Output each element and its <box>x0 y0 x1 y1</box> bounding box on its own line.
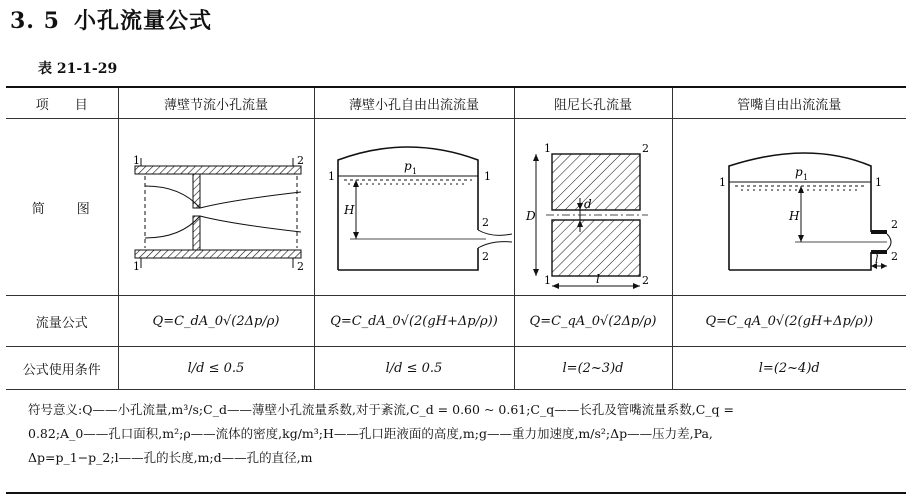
sketch-thin-wall-free-outflow <box>314 119 514 296</box>
section-heading <box>10 4 212 35</box>
node-2-top-label: 2 <box>891 218 899 231</box>
condition-row-label: 公式使用条件 <box>6 347 118 390</box>
section-number: 3. 5 <box>10 8 60 34</box>
label-D: D <box>526 209 536 223</box>
node-2-bottom-label: 2 <box>482 250 489 263</box>
node-2-top-label: 2 <box>297 154 304 167</box>
condition-damping-long-hole: l=(2~3)d <box>514 347 672 390</box>
node-2-top-label: 2 <box>642 142 649 155</box>
symbol-notes <box>18 398 898 470</box>
label-l: l <box>875 253 879 266</box>
header-nozzle-free-outflow: 管嘴自由出流流量 <box>672 87 906 119</box>
section-title-text: 小孔流量公式 <box>73 8 212 34</box>
sketch-nozzle-free-outflow <box>672 119 906 296</box>
node-1-left-label: 1 <box>719 176 727 189</box>
notes-line-1: 符号意义:Q——小孔流量,m³/s;C_d——薄壁小孔流量系数,对于紊流,C_d = 0.60 ~ 0.61;C_q——长孔及管嘴流量系数,C_q = <box>28 402 734 417</box>
node-1-right-label: 1 <box>875 176 883 189</box>
notes-line-3: Δp=p_1−p_2;l——孔的长度,m;d——孔的直径,m <box>28 450 313 465</box>
condition-row <box>6 347 906 390</box>
formula-row-label: 流量公式 <box>6 296 118 347</box>
label-l: l <box>596 272 600 286</box>
formula-thin-wall-throttle: Q=C_dA_0√(2Δp/ρ) <box>118 296 314 347</box>
sketch-thin-wall-throttle <box>118 119 314 296</box>
label-p-subscript: 1 <box>803 173 809 182</box>
label-H: H <box>789 209 800 223</box>
condition-thin-wall-throttle: l/d ≤ 0.5 <box>118 347 314 390</box>
node-1-bottom-label: 1 <box>544 274 551 287</box>
header-item: 项 目 <box>6 87 118 119</box>
formula-thin-wall-free-outflow: Q=C_dA_0√(2(gH+Δp/ρ)) <box>314 296 514 347</box>
header-damping-long-hole: 阻尼长孔流量 <box>514 87 672 119</box>
label-p-subscript: 1 <box>412 167 418 176</box>
header-thin-wall-throttle: 薄壁节流小孔流量 <box>118 87 314 119</box>
table-caption: 表 21-1-29 <box>38 61 118 77</box>
node-1-left-label: 1 <box>328 170 335 183</box>
thin-wall-free-outflow-diagram <box>316 120 512 290</box>
label-H: H <box>344 203 355 217</box>
formula-row <box>6 296 906 347</box>
formula-nozzle-free-outflow: Q=C_qA_0√(2(gH+Δp/ρ)) <box>672 296 906 347</box>
node-1-bottom-label: 1 <box>133 260 140 273</box>
node-1-right-label: 1 <box>484 170 491 183</box>
node-1-top-label: 1 <box>544 142 551 155</box>
table-header-row <box>6 87 906 119</box>
node-2-top-label: 2 <box>482 216 489 229</box>
condition-thin-wall-free-outflow: l/d ≤ 0.5 <box>314 347 514 390</box>
label-d: d <box>584 197 592 211</box>
header-thin-wall-free-outflow: 薄壁小孔自由出流流量 <box>314 87 514 119</box>
damping-long-hole-diagram <box>516 120 670 290</box>
node-2-bottom-label: 2 <box>891 250 899 263</box>
label-p: p <box>404 159 412 173</box>
notes-line-2: 0.82;A_0——孔口面积,m²;ρ——流体的密度,kg/m³;H——孔口距液面的高度,m;g——重力加速度,m/s²;Δp——压力差,Pa, <box>28 426 713 441</box>
thin-wall-throttle-diagram <box>121 120 311 290</box>
node-2-bottom-label: 2 <box>297 260 304 273</box>
sketch-damping-long-hole <box>514 119 672 296</box>
node-2-bottom-label: 2 <box>642 274 649 287</box>
formula-damping-long-hole: Q=C_qA_0√(2Δp/ρ) <box>514 296 672 347</box>
sketch-row <box>6 119 906 296</box>
bottom-rule <box>6 492 906 494</box>
label-p: p <box>795 165 803 179</box>
nozzle-free-outflow-diagram <box>675 120 903 290</box>
orifice-flow-table <box>6 86 906 390</box>
node-1-top-label: 1 <box>133 154 140 167</box>
condition-nozzle-free-outflow: l=(2~4)d <box>672 347 906 390</box>
sketch-row-label: 简 图 <box>6 119 118 296</box>
